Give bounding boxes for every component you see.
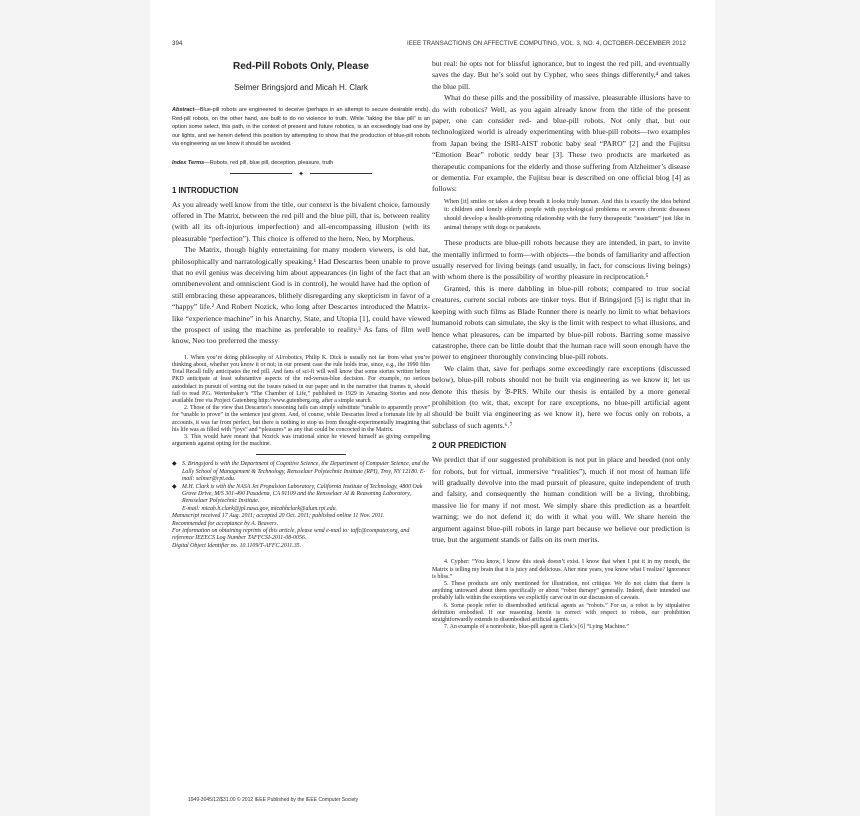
section-heading-introduction: 1 INTRODUCTION (172, 185, 239, 195)
footnotes-left (172, 355, 430, 449)
footnote-2: 2. Those of the view that Descartes’s reasoning fails can simply substitute “unable to apparently prove” for “unable to prove” in the sentence just given. And, of course, while Descartes lived a fortunate life by all accounts, it was far from perfect, but there is nothing to stop us from thought-experimentally imagining that his life was as filled with “joys” and “pleasures” as any that could be concocted in the Matrix. (172, 405, 430, 433)
page-number: 394 (172, 40, 183, 47)
right-body (432, 58, 690, 431)
prediction-body (432, 454, 690, 545)
footnote-separator (256, 454, 346, 455)
bullet-icon: ◆ (172, 483, 177, 490)
paragraph: We claim that, save for perhaps some exceedingly rare exceptions (discussed below), blue-pill robots should not be built via engineering as we know it; let us denote this thesis by 𝔅-PRS. While our thesis is entailed by a more general prohibition (to wit, that, except for rare exceptions, no blue-pill artificial agent should be built via engineering as we know it), here we focus only on robots, a subclass of such agents.⁶˒⁷ (432, 363, 690, 430)
abstract (172, 106, 430, 149)
ornament-glyph: ✦ (298, 169, 304, 178)
doi: Digital Object Identifier no. 10.1109/T-AFFC.2011.35. (172, 542, 302, 549)
paper-authors: Selmer Bringsjord and Micah H. Clark (234, 83, 368, 92)
paragraph: As you already well know from the title, our context is the bivalent choice, famously offered in The Matrix, between the red pill and the blue pill, that is, between reality (with all its oft-injurious imperfection) and all-encompassing illusion (with its pleasurable “perfection”). This choice is offered to the hero, Neo, by Morpheus. (172, 199, 430, 243)
paragraph: Granted, this is mere dabbling in blue-pill robots; compared to true social creatures, current social robots are tinker toys. But if Bringsjord [5] is right that in keeping with such films as Blade Runner there is nearly no limit to what behaviors humanoid robots can simulate, the sky is the limit with respect to what illusions, and hence what pleasures, can be imparted by blue-pill robots. Barring some massive catastrophe, there can be little doubt that the human race will soon enough have the power to engineer thoroughly convincing blue-pill robots. (432, 283, 690, 362)
paragraph: What do these pills and the possibility of massive, pleasurable illusions have to do with robotics? Well, as you again already know from the title of the present paper, one can consider red- and blue-pill robots. Not only that, but our technologized world is already experimenting with blue-pill robots—two examples from Japan being the ISRI-AIST robotic baby seal “PARO” [2] and the Fujitsu “Emotion Bear” robotic teddy bear [3]. These two products are marketed as therapeutic companions for the elderly and those suffering from Alzheimer’s disease or dementia. For example, the Fujitsu bear is described on one official blog [4] as follows: (432, 93, 690, 194)
page-footer: 1949-3045/12/$31.00 © 2012 IEEE Published by the IEEE Computer Society (188, 797, 359, 803)
paragraph: The Matrix, though highly entertaining for many modern viewers, is old hat, philosophically and narratologically speaking.¹ Had Descartes been unable to prove that no evil genius was deceiving him about appearances (in light of the fact that an omnibenevolent and omniscient God is in control), he would have had the option of still embracing these appearances, blithely disregarding any skepticism in favor of a “happy” life.² And Robert Nozick, who long after Descartes introduced the Matrix-like “experience machine” in his Anarchy, State, and Utopia [1], could have viewed the prospect of using the machine as preferable to reality.³ As fans of film well know, Neo too preferred the messy (172, 245, 430, 346)
footnote-7: 7. An example of a nonrobotic, blue-pill agent is Clark’s [6] “Lying Machine.” (444, 624, 630, 631)
manuscript-received: Manuscript received 17 Aug. 2011; accepted 20 Oct. 2011; published online 11 Nov. 2011. (172, 513, 385, 520)
paragraph: but real: he opts not for blissful ignorance, but to ingest the red pill, and eventually saves the day. But he’s sold out by Cypher, who sees things differently,⁴ and takes the blue pill. (432, 59, 690, 91)
section-ornament (172, 170, 430, 178)
affiliation-item (172, 461, 430, 483)
index-terms (172, 160, 430, 166)
footnotes-right (432, 559, 690, 631)
affiliation-item (172, 484, 430, 514)
footnote-5: 5. These products are only mentioned for illustration, not critique. We do not claim that there is anything untoward about them specifically or about “robot therapy” generally. Indeed, their intended use probably falls within the exceptions we explicitly carve out in our discussion of caveats. (432, 581, 690, 602)
paragraph: These products are blue-pill robots because they are intended, in part, to invite the mentally infirmed to form—with objects—the bonds of familiarity and affection usually reserved for living beings (and usually, in fact, for conscious living beings) with whom there is the possibility of worthy pleasure in reciprocation.⁵ (432, 238, 690, 282)
abstract-text: —Blue-pill robots are engineered to deceive (perhaps in an attempt to secure desirable ends). Red-pill robots, on the other hand, are built to do no violence to truth. While “taking the blue pill” is an option some select, this path, in the context of present and future robotics, is an exceedingly bad one by our lights, and we herein defend this position by attempting to show that the production of blue-pill robots via engineering as we know it should be avoided. (172, 107, 430, 147)
introduction-body (172, 199, 430, 347)
right-column (432, 58, 690, 631)
footnote-1: 1. When you’re doing philosophy of AI/robotics, Philip K. Dick is usually not far from what you’re thinking about, whether you know it or not; in our present case the rule holds true, since, e.g., the 1990 film Total Recall fully anticipates the red pill. And fans of sci-fi will well know that some stories written before PKD anticipate at least substantive aspects of the red-versus-blue decision. For example, no serious autodidact in pursuit of sorting out the issues raised in our paper and in the narrative that frames it, should fail to read P.G. Wertenbaker’s “The Chamber of Life,” published in 1929 in Amazing Stories and now available free via Project Gutenberg http://www.gutenberg.org, after a simple search. (172, 354, 430, 404)
index-terms-text: —Robots, red pill, blue pill, deception, pleasure, truth (204, 159, 334, 166)
journal-name: IEEE TRANSACTIONS ON AFFECTIVE COMPUTING, VOL. 3, NO. 4, OCTOBER-DECEMBER 2012 (407, 40, 686, 47)
abstract-label: Abstract (172, 107, 195, 113)
paragraph: We predict that if our suggested prohibition is not put in place and heeded (not only for robots, but for virtual, immersive “realities”), much if not most of human life will gradually devolve into the mad pursuit of pleasure, quite independent of truth and falsity, and consequently the human condition will be a living, throbbing, massive lie for many if not most. We simply share this prediction as a heartfelt warning; we do not defend it; do with it what you will. We share herein the argument against blue-pill robots in large part because we believe our prediction is true, but the argument stands or falls on its own merits. (432, 455, 690, 544)
recommended-by: Recommended for acceptance by A. Beavers. (172, 520, 279, 527)
bullet-icon: ◆ (172, 461, 177, 468)
affiliation-email: E-mail: micah.h.clark@jpl.nasa.gov, micahhclark@alum.rpi.edu. (182, 505, 338, 512)
left-column (172, 58, 430, 550)
affiliations (172, 461, 430, 550)
reprint-info: For information on obtaining reprints of this article, please send e-mail to: taffc@computer.org, and reference IEEECS Log Number TAFFCSI-2011-08-0056. (172, 528, 410, 542)
affiliation-text: S. Bringsjord is with the Department of Cognitive Science, the Department of Computer Science, and the Lally School of Management & Technology, Rensselaer Polytechnic Institute (RPI), Troy, NY 12180. E-mail: selmer@rpi.edu. (182, 461, 430, 483)
footnote-3: 3. This would have meant that Nozick was irrational since he viewed himself as giving compelling arguments against opting for the machine. (172, 434, 430, 448)
paper-title: Red-Pill Robots Only, Please (233, 61, 369, 72)
section-heading-prediction: 2 OUR PREDICTION (432, 441, 507, 451)
footnote-4: 4. Cypher: “You know, I know this steak doesn’t exist. I know that when I put it in my mouth, the Matrix is telling my brain that it is juicy and delicious. After nine years, you know what I realize? Ignorance is bliss.” (432, 559, 690, 580)
running-header (172, 40, 686, 47)
footnote-6: 6. Some people refer to disembodied artificial agents as “robots.” For us, a robot is by stipulative definition embodied. If our reasoning herein is correct with respect to robots, our prohibition straightforwardly extends to disembodied artificial agents. (432, 602, 690, 624)
block-quote: When [it] smiles or takes a deep breath it looks truly human. And this is exactly the idea behind it: children and lonely elderly people with psychological problems or severe chronic diseases should develop a health-promoting relationship with the furry therapeutic “assistant” just like in animal therapy with dogs or parakeets. (444, 197, 690, 231)
affiliation-text: M.H. Clark is with the NASA Jet Propulsion Laboratory, California Institute of Technology, 4800 Oak Grove Drive, M/S 301-490 Pasadena, CA 91109 and the Rensselaer AI & Reasoning Laboratory, Rensselaer Polytechnic Institute. (182, 483, 423, 505)
index-terms-label: Index Terms (172, 159, 205, 166)
